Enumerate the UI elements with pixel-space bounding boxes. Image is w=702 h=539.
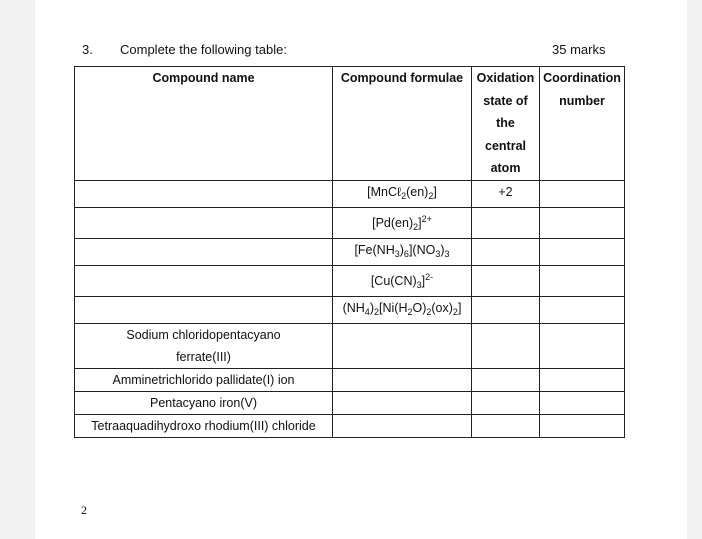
cell-formula[interactable]: $[Cu(CN)_3]^{2-}$ [333, 265, 472, 296]
cell-name[interactable]: Tetraaquadihydroxo rhodium(III) chloride [75, 414, 333, 437]
page-number: 2 [81, 503, 87, 517]
table-row [75, 207, 625, 238]
cell-formula[interactable] [333, 414, 472, 437]
compound-table [74, 66, 625, 438]
cell-formula[interactable]: $[Pd(en)_2]^{2+}$ [333, 207, 472, 238]
cell-formula[interactable]: $(NH_4)_2[Ni(H_2O)_2(ox)_2]$ [333, 296, 472, 323]
cell-coordination[interactable] [540, 207, 625, 238]
question-marks: 35 marks [552, 42, 606, 57]
table-row [75, 180, 625, 207]
table-row [75, 391, 625, 414]
cell-oxidation[interactable] [472, 368, 540, 391]
cell-coordination[interactable] [540, 180, 625, 207]
table-row [75, 265, 625, 296]
cell-name[interactable] [75, 265, 333, 296]
header-oxidation-state: Oxidation state of the central atom [472, 67, 540, 181]
cell-name[interactable] [75, 180, 333, 207]
cell-name[interactable] [75, 296, 333, 323]
cell-name[interactable]: Amminetrichlorido pallidate(I) ion [75, 368, 333, 391]
cell-name[interactable] [75, 238, 333, 265]
cell-name[interactable] [75, 207, 333, 238]
table-row [75, 296, 625, 323]
header-compound-formulae: Compound formulae [333, 67, 472, 181]
question-text: Complete the following table: [120, 42, 287, 57]
cell-oxidation[interactable] [472, 207, 540, 238]
cell-coordination[interactable] [540, 265, 625, 296]
cell-coordination[interactable] [540, 296, 625, 323]
header-coordination-number: Coordination number [540, 67, 625, 181]
cell-name[interactable]: Pentacyano iron(V) [75, 391, 333, 414]
cell-coordination[interactable] [540, 323, 625, 368]
table-row [75, 323, 625, 368]
table-row [75, 414, 625, 437]
cell-formula[interactable]: $[MnC\ell_2(en)_2]$ [333, 180, 472, 207]
cell-formula[interactable] [333, 391, 472, 414]
cell-coordination[interactable] [540, 391, 625, 414]
cell-oxidation[interactable] [472, 238, 540, 265]
table-header-row [75, 67, 625, 181]
document-page [35, 0, 687, 539]
cell-formula[interactable]: $[Fe(NH_3)_6](NO_3)_3$ [333, 238, 472, 265]
cell-formula[interactable] [333, 323, 472, 368]
cell-oxidation[interactable] [472, 265, 540, 296]
cell-oxidation[interactable]: +2 [472, 180, 540, 207]
table-row [75, 368, 625, 391]
cell-oxidation[interactable] [472, 296, 540, 323]
cell-name[interactable]: Sodium chloridopentacyano ferrate(III) [75, 323, 333, 368]
cell-oxidation[interactable] [472, 391, 540, 414]
cell-oxidation[interactable] [472, 414, 540, 437]
question-number: 3. [82, 42, 93, 57]
cell-coordination[interactable] [540, 414, 625, 437]
cell-coordination[interactable] [540, 368, 625, 391]
header-compound-name: Compound name [75, 67, 333, 181]
cell-oxidation[interactable] [472, 323, 540, 368]
cell-coordination[interactable] [540, 238, 625, 265]
table-row [75, 238, 625, 265]
cell-formula[interactable] [333, 368, 472, 391]
